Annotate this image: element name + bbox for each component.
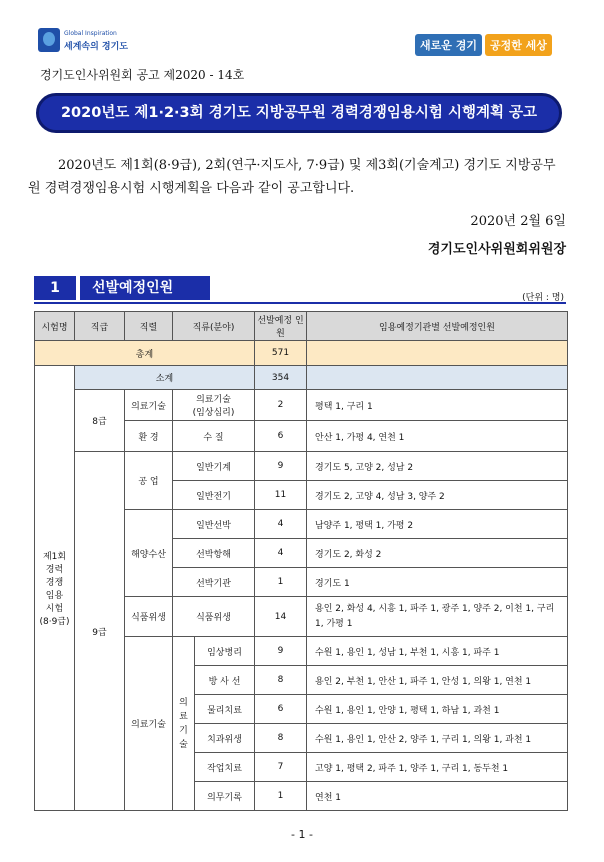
page-title: 2020년도 제1·2·3회 경기도 지방공무원 경력경쟁임용시험 시행계획 공고 xyxy=(36,93,562,133)
subtotal-row xyxy=(35,366,568,390)
table-row: 치과위생 8 수원 1, 용인 1, 안산 2, 양주 1, 구리 1, 의왕 1, 과천 1 xyxy=(35,724,568,753)
page-number: - 1 - xyxy=(291,828,313,841)
table-row: 선박기관 1 경기도 1 xyxy=(35,568,568,597)
notice-date: 2020년 2월 6일 xyxy=(470,214,566,229)
section-divider xyxy=(34,302,566,304)
notice-number: 경기도인사위원회 공고 제2020 - 14호 xyxy=(40,68,245,82)
table-row: 환 경 수 질 6 안산 1, 가평 4, 연천 1 xyxy=(35,421,568,452)
subtotal-value: 354 xyxy=(255,366,307,390)
table-row: 의무기록 1 연천 1 xyxy=(35,782,568,811)
section-title: 선발예정인원 xyxy=(80,276,210,300)
logo-text: 세계속의 경기도 xyxy=(64,42,128,52)
slogan-part-2: 공정한 세상 xyxy=(485,34,552,56)
table-row: 식품위생 식품위생 14 용인 2, 화성 4, 시흥 1, 파주 1, 광주 1, 양주 2, 이천 1, 구리 1, 가평 1 xyxy=(35,597,568,637)
slogan-part-1: 새로운 경기 xyxy=(415,34,482,56)
header-agencies: 임용예정기관별 선발예정인원 xyxy=(307,312,568,341)
intro-paragraph: 2020년도 제1회(8·9급), 2회(연구·지도사, 7·9급) 및 제3회(기술계고) 경기도 지방공무원 경력경쟁임용시험 시행계획을 다음과 같이 공고합니다. xyxy=(28,158,556,196)
exam-name: 제1회 경력 경쟁 임용 시험 (8·9급) xyxy=(35,366,75,811)
unit-note: (단위 : 명) xyxy=(522,293,564,303)
table-row: 선박항해 4 경기도 2, 화성 2 xyxy=(35,539,568,568)
slogan xyxy=(415,34,552,56)
table-row: 물리치료 6 수원 1, 용인 1, 안양 1, 평택 1, 하남 1, 과천 1 xyxy=(35,695,568,724)
recruitment-table xyxy=(34,311,568,811)
table-row: 일반전기 11 경기도 2, 고양 4, 성남 3, 양주 2 xyxy=(35,481,568,510)
header-grade: 직급 xyxy=(75,312,125,341)
table-row: 방 사 선 8 용인 2, 부천 1, 안산 1, 파주 1, 안성 1, 의왕 1, 연천 1 xyxy=(35,666,568,695)
table-row: 8급 의료기술 의료기술 (임상심리) 2 평택 1, 구리 1 xyxy=(35,390,568,421)
grade-9: 9급 xyxy=(75,452,125,811)
section-number: 1 xyxy=(34,276,76,300)
issuer: 경기도인사위원회위원장 xyxy=(427,242,566,257)
table-header-row xyxy=(35,312,568,341)
gyeonggi-logo xyxy=(38,28,148,56)
header-series: 직렬 xyxy=(125,312,173,341)
total-value: 571 xyxy=(255,341,307,366)
gyeonggi-emblem-icon xyxy=(38,28,60,52)
table-row: 의료기술 의 료 기 술 임상병리 9 수원 1, 용인 1, 성남 1, 부천 1, 시흥 1, 파주 1 xyxy=(35,637,568,666)
table-row: 작업치료 7 고양 1, 평택 2, 파주 1, 양주 1, 구리 1, 동두천 1 xyxy=(35,753,568,782)
table-row: 해양수산 일반선박 4 남양주 1, 평택 1, 가평 2 xyxy=(35,510,568,539)
total-row xyxy=(35,341,568,366)
grade-8: 8급 xyxy=(75,390,125,452)
logo-tagline: Global Inspiration xyxy=(64,30,117,37)
table-row: 9급 공 업 일반기계 9 경기도 5, 고양 2, 성남 2 xyxy=(35,452,568,481)
header-count: 선발예정 인 원 xyxy=(255,312,307,341)
subtotal-label: 소계 xyxy=(75,366,255,390)
header-field: 직류(분야) xyxy=(173,312,255,341)
total-label: 총계 xyxy=(35,341,255,366)
header-exam: 시험명 xyxy=(35,312,75,341)
